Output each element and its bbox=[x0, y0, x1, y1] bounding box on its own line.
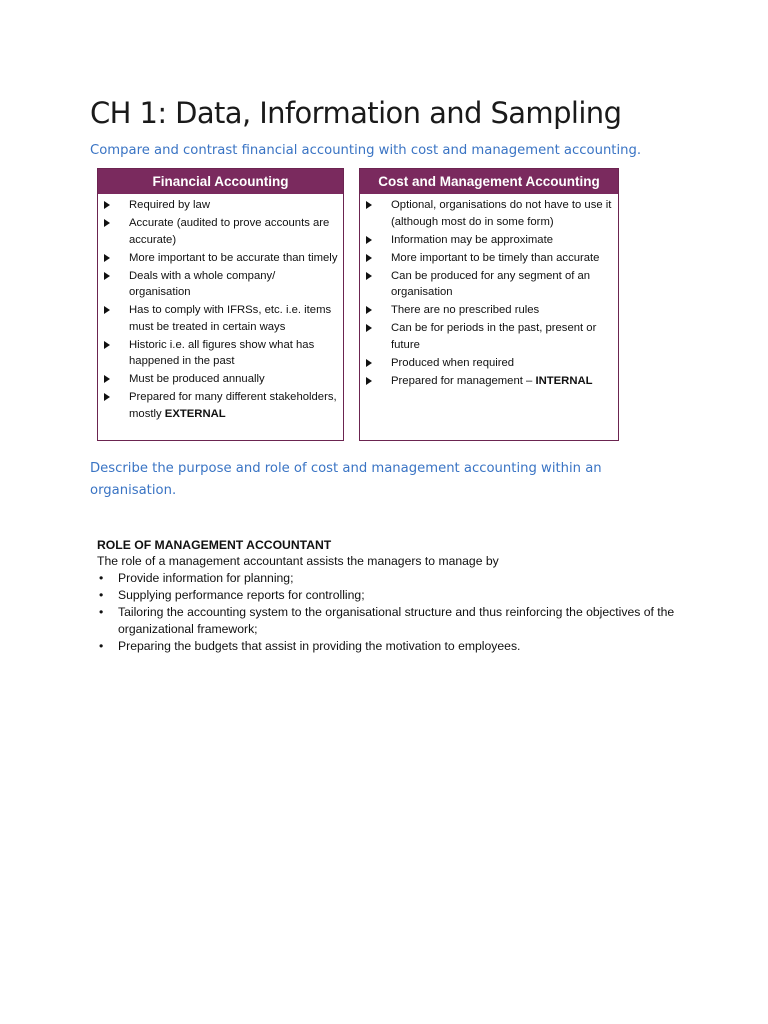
bullet-icon: • bbox=[99, 605, 104, 619]
management-accounting-box bbox=[359, 168, 619, 441]
role-list-item-text: Supplying performance reports for controlling; bbox=[118, 588, 365, 602]
list-item-text: More important to be timely than accurate bbox=[391, 251, 600, 264]
role-list-item bbox=[97, 570, 687, 587]
management-accounting-list bbox=[360, 194, 618, 389]
list-item-emphasis: EXTERNAL bbox=[164, 407, 226, 420]
question-compare: Compare and contrast financial accounting with cost and management accounting. bbox=[90, 143, 642, 158]
management-accounting-heading: Cost and Management Accounting bbox=[360, 169, 618, 194]
triangle-bullet-icon bbox=[104, 341, 110, 349]
triangle-bullet-icon bbox=[366, 377, 372, 385]
financial-accounting-box bbox=[97, 168, 344, 441]
triangle-bullet-icon bbox=[104, 306, 110, 314]
triangle-bullet-icon bbox=[366, 306, 372, 314]
list-item bbox=[366, 250, 614, 267]
list-item bbox=[104, 197, 339, 214]
role-list-item bbox=[97, 604, 687, 638]
role-list bbox=[97, 570, 687, 655]
triangle-bullet-icon bbox=[366, 359, 372, 367]
list-item-text: Deals with a whole company/ organisation bbox=[129, 269, 276, 298]
list-item-text: Must be produced annually bbox=[129, 373, 265, 385]
triangle-bullet-icon bbox=[104, 201, 110, 209]
list-item bbox=[366, 232, 614, 249]
list-item bbox=[104, 302, 339, 335]
triangle-bullet-icon bbox=[104, 393, 110, 401]
list-item-text: Can be for periods in the past, present or future bbox=[391, 322, 597, 351]
triangle-bullet-icon bbox=[104, 272, 110, 280]
role-list-item-text: Tailoring the accounting system to the organisational structure and thus reinforcing the objectives of the organizational framework; bbox=[118, 605, 675, 636]
triangle-bullet-icon bbox=[104, 219, 110, 227]
list-item-text: There are no prescribed rules bbox=[391, 304, 540, 316]
bullet-icon: • bbox=[99, 639, 104, 653]
list-item bbox=[366, 373, 614, 390]
list-item-text: Prepared for many different stakeholders, mostly bbox=[129, 391, 337, 420]
list-item-text: Historic i.e. all figures show what has happened in the past bbox=[129, 338, 315, 367]
triangle-bullet-icon bbox=[104, 375, 110, 383]
role-list-item bbox=[97, 587, 687, 604]
list-item bbox=[366, 320, 614, 353]
financial-accounting-list bbox=[98, 194, 343, 422]
role-heading: ROLE OF MANAGEMENT ACCOUNTANT bbox=[97, 538, 332, 552]
role-intro: The role of a management accountant assists the managers to manage by bbox=[97, 554, 499, 568]
role-list-item bbox=[97, 638, 687, 655]
triangle-bullet-icon bbox=[366, 236, 372, 244]
triangle-bullet-icon bbox=[366, 272, 372, 280]
list-item bbox=[104, 371, 339, 388]
list-item bbox=[366, 302, 614, 319]
list-item-emphasis: INTERNAL bbox=[535, 374, 593, 387]
page-title: CH 1: Data, Information and Sampling bbox=[90, 96, 622, 130]
list-item-text: Information may be approximate bbox=[391, 233, 554, 246]
bullet-icon: • bbox=[99, 571, 104, 585]
triangle-bullet-icon bbox=[366, 254, 372, 262]
triangle-bullet-icon bbox=[104, 254, 110, 262]
list-item-text: Prepared for management – bbox=[391, 374, 536, 387]
list-item-text: More important to be accurate than timely bbox=[129, 251, 338, 264]
list-item bbox=[366, 355, 614, 372]
question-describe: Describe the purpose and role of cost and management accounting within an organisation. bbox=[90, 461, 602, 498]
list-item bbox=[366, 197, 614, 230]
list-item bbox=[104, 268, 339, 301]
list-item-text: Accurate (audited to prove accounts are accurate) bbox=[129, 217, 330, 246]
list-item-text: Optional, organisations do not have to use it (although most do in some form) bbox=[391, 199, 612, 228]
role-list-item-text: Provide information for planning; bbox=[118, 571, 294, 585]
list-item-text: Can be produced for any segment of an organisation bbox=[391, 269, 591, 298]
triangle-bullet-icon bbox=[366, 201, 372, 209]
list-item bbox=[104, 389, 339, 422]
financial-accounting-heading: Financial Accounting bbox=[98, 169, 343, 194]
role-section bbox=[97, 537, 687, 655]
list-item-text: Required by law bbox=[129, 199, 211, 211]
list-item bbox=[104, 337, 339, 370]
role-list-item-text: Preparing the budgets that assist in providing the motivation to employees. bbox=[118, 639, 521, 653]
bullet-icon: • bbox=[99, 588, 104, 602]
list-item bbox=[366, 268, 614, 301]
list-item-text: Has to comply with IFRSs, etc. i.e. items must be treated in certain ways bbox=[129, 304, 332, 333]
list-item bbox=[104, 215, 339, 248]
triangle-bullet-icon bbox=[366, 324, 372, 332]
list-item bbox=[104, 250, 339, 267]
list-item-text: Produced when required bbox=[391, 356, 515, 369]
